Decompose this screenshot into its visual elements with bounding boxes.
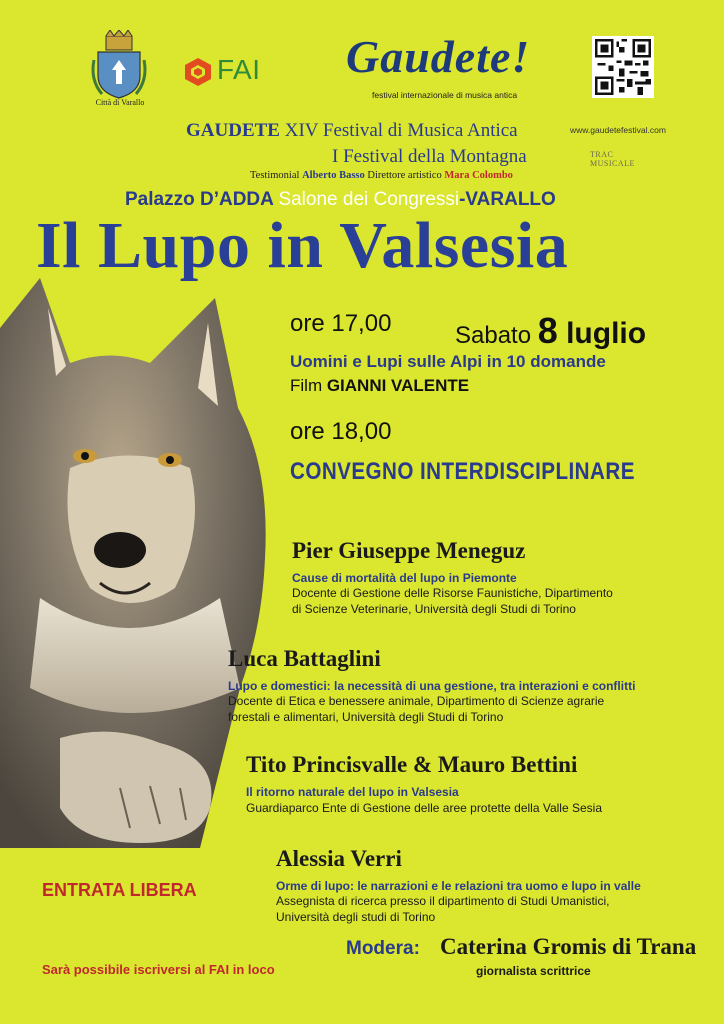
film-author-line: Film GIANNI VALENTE	[290, 376, 470, 395]
convegno-heading: CONVEGNO INTERDISCIPLINARE	[290, 458, 635, 485]
time-1: ore 17,00	[290, 310, 392, 337]
speaker-description: Assegnista di ricerca presso il dipartimento di Studi Umanistici, Università degli studi di Torino	[276, 894, 610, 924]
venue-line: Palazzo D’ADDA Salone dei Congressi-VARALLO	[125, 189, 556, 210]
website-link[interactable]: www.gaudetefestival.com	[570, 125, 666, 135]
speaker-topic: Cause di mortalità del lupo in Piemonte	[292, 571, 517, 585]
festival-line-1: GAUDETE XIV Festival di Musica Antica	[186, 120, 518, 141]
speaker-name: Luca Battaglini	[228, 646, 381, 671]
festival-line-2: I Festival della Montagna	[332, 146, 527, 167]
speaker-description: Docente di Etica e benessere animale, Dipartimento di Scienze agrarie forestali e alimentari, Università degli Studi di Torino	[228, 694, 605, 724]
time-2: ore 18,00	[290, 418, 392, 445]
fai-label: FAI	[217, 54, 261, 85]
crest-caption: Città di Varallo	[95, 98, 145, 107]
free-entry-notice: ENTRATA LIBERA	[42, 880, 197, 900]
speaker-topic: Il ritorno naturale del lupo in Valsesia	[246, 785, 459, 799]
varallo-crest-icon	[88, 30, 150, 100]
gaudete-logo: Gaudete!	[346, 31, 531, 82]
fai-logo-icon	[183, 57, 213, 87]
speaker-description: Docente di Gestione delle Risorse Faunistiche, Dipartimento di Scienze Veterinarie, Università degli Studi di Torino	[292, 586, 613, 616]
speaker-description: Guardiaparco Ente di Gestione delle aree protette della Valle Sesia	[246, 801, 602, 815]
speaker-name: Alessia Verri	[276, 846, 402, 871]
moderator-label: Modera:	[346, 938, 420, 959]
gaudete-subtitle: festival internazionale di musica antica	[372, 90, 518, 100]
film-title: Uomini e Lupi sulle Alpi in 10 domande	[290, 352, 606, 371]
poster-title: Il Lupo in Valsesia	[36, 209, 569, 282]
event-date: Sabato 8 luglio	[455, 310, 647, 351]
speaker-name: Tito Princisvalle & Mauro Bettini	[246, 752, 578, 777]
qr-code-icon	[592, 36, 654, 98]
speaker-name: Pier Giuseppe Meneguz	[292, 538, 526, 563]
moderator-role: giornalista scrittrice	[476, 964, 591, 978]
speaker-topic: Orme di lupo: le narrazioni e le relazioni tra uomo e lupo in valle	[276, 879, 641, 893]
fai-registration-notice: Sarà possibile iscriversi al FAI in loco	[42, 962, 275, 977]
festival-credits: Testimonial Alberto Basso Direttore artistico Mara Colombo	[250, 170, 513, 181]
speaker-topic: Lupo e domestici: la necessità di una gestione, tra interazioni e conflitti	[228, 679, 636, 693]
trac-logo: TRAC MUSICALE	[590, 150, 635, 168]
moderator-name: Caterina Gromis di Trana	[440, 934, 697, 959]
